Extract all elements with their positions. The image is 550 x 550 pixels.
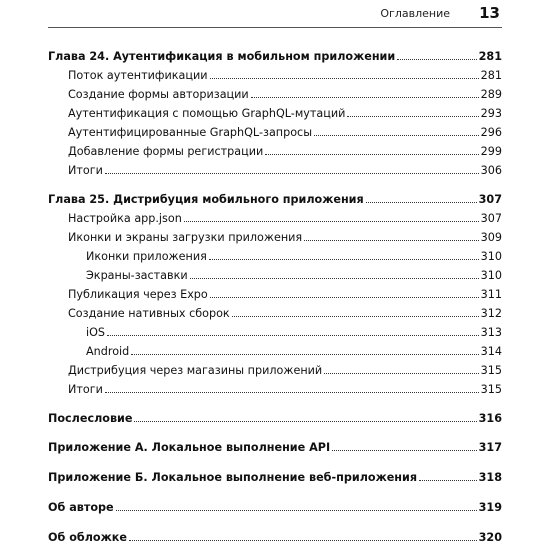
leader-dots <box>324 372 478 374</box>
leader-dots <box>105 391 479 393</box>
toc-section[interactable] <box>68 228 502 244</box>
toc-subsection[interactable] <box>86 323 502 339</box>
leader-dots <box>129 539 477 541</box>
leader-dots <box>116 509 477 511</box>
page-header <box>0 0 550 30</box>
page-number: 13 <box>479 4 500 22</box>
toc-entry-page: 316 <box>478 412 502 425</box>
toc-entry-title: Создание формы авторизации <box>68 88 249 101</box>
toc-entry-page: 307 <box>480 212 502 225</box>
toc-entry-page: 317 <box>478 441 502 454</box>
toc-entry-title: Иконки приложения <box>86 250 207 263</box>
toc-about-author[interactable] <box>48 498 502 514</box>
toc-entry-title: Аутентификация с помощью GraphQL-мутаций <box>68 107 346 120</box>
toc-section[interactable] <box>68 104 502 120</box>
toc-entry-title: Приложение А. Локальное выполнение API <box>48 441 331 454</box>
toc-entry-page: 320 <box>478 531 502 544</box>
leader-dots <box>210 296 479 298</box>
toc-section[interactable] <box>68 304 502 320</box>
toc-entry-page: 299 <box>480 145 502 158</box>
leader-dots <box>232 315 479 317</box>
toc-entry-title: Добавление формы регистрации <box>68 145 264 158</box>
toc-subsection[interactable] <box>86 266 502 282</box>
toc-entry-page: 309 <box>480 231 502 244</box>
toc-entry-page: 289 <box>480 88 502 101</box>
toc-entry-title: Настройка app.json <box>68 212 182 225</box>
toc-entry-title: Итоги <box>68 383 103 396</box>
toc-entry-title: Дистрибуция через магазины приложений <box>68 364 323 377</box>
toc-entry-page: 306 <box>480 164 502 177</box>
toc-entry-title: iOS <box>86 326 106 339</box>
toc-entry-page: 313 <box>480 326 502 339</box>
toc-entry-page: 312 <box>480 307 502 320</box>
leader-dots <box>332 449 476 451</box>
toc-chapter-25[interactable] <box>48 190 502 206</box>
leader-dots <box>210 77 479 79</box>
leader-dots <box>366 201 477 203</box>
toc-entry-page: 281 <box>480 69 502 82</box>
toc-entry-title: Аутентифицированные GraphQL-запросы <box>68 126 313 139</box>
toc-section[interactable] <box>68 209 502 225</box>
leader-dots <box>397 58 476 60</box>
toc-entry-title: Экраны-заставки <box>86 269 188 282</box>
toc-chapter-24[interactable] <box>48 47 502 63</box>
leader-dots <box>105 172 479 174</box>
toc-entry-page: 314 <box>480 345 502 358</box>
toc-entry-title: Послесловие <box>48 412 133 425</box>
toc-entry-title: Глава 24. Аутентификация в мобильном приложении <box>48 50 396 63</box>
toc-appendix-b[interactable] <box>48 468 502 484</box>
toc-afterword[interactable] <box>48 409 502 425</box>
leader-dots <box>184 220 479 222</box>
toc-entry-title: Создание нативных сборок <box>68 307 230 320</box>
toc-entry-title: Публикация через Expo <box>68 288 208 301</box>
toc-entry-page: 296 <box>480 126 502 139</box>
toc-entry-title: Глава 25. Дистрибуция мобильного приложения <box>48 193 364 206</box>
toc-entry-page: 311 <box>480 288 502 301</box>
toc-entry-page: 293 <box>480 107 502 120</box>
toc-entry-title: Поток аутентификации <box>68 69 208 82</box>
toc-section[interactable] <box>68 85 502 101</box>
toc-entry-title: Иконки и экраны загрузки приложения <box>68 231 303 244</box>
leader-dots <box>131 353 478 355</box>
toc-entry-page: 315 <box>480 364 502 377</box>
toc-about-cover[interactable] <box>48 528 502 544</box>
toc-entry-title: Об обложке <box>48 531 127 544</box>
toc-section[interactable] <box>68 285 502 301</box>
toc-entry-title: Об авторе <box>48 501 114 514</box>
leader-dots <box>134 420 476 422</box>
toc-entry-title: Итоги <box>68 164 103 177</box>
leader-dots <box>251 96 479 98</box>
toc-section[interactable] <box>68 123 502 139</box>
toc-entry-page: 307 <box>478 193 502 206</box>
running-header-title: Оглавление <box>380 7 450 20</box>
leader-dots <box>304 239 478 241</box>
header-divider <box>48 27 502 28</box>
leader-dots <box>107 334 479 336</box>
toc-entry-title: Android <box>86 345 130 358</box>
toc-entry-title: Приложение Б. Локальное выполнение веб-приложения <box>48 471 418 484</box>
toc-entry-page: 310 <box>480 250 502 263</box>
leader-dots <box>314 134 479 136</box>
toc-section[interactable] <box>68 161 502 177</box>
leader-dots <box>419 479 477 481</box>
leader-dots <box>190 277 479 279</box>
toc-section[interactable] <box>68 142 502 158</box>
toc-subsection[interactable] <box>86 342 502 358</box>
toc-appendix-a[interactable] <box>48 438 502 454</box>
toc-entry-page: 310 <box>480 269 502 282</box>
leader-dots <box>347 115 478 117</box>
toc-subsection[interactable] <box>86 247 502 263</box>
toc-section[interactable] <box>68 66 502 82</box>
toc-entry-page: 281 <box>478 50 502 63</box>
toc-section[interactable] <box>68 361 502 377</box>
leader-dots <box>265 153 478 155</box>
toc-entry-page: 318 <box>478 471 502 484</box>
leader-dots <box>209 258 479 260</box>
toc-entry-page: 315 <box>480 383 502 396</box>
toc-entry-page: 319 <box>478 501 502 514</box>
toc-section[interactable] <box>68 380 502 396</box>
